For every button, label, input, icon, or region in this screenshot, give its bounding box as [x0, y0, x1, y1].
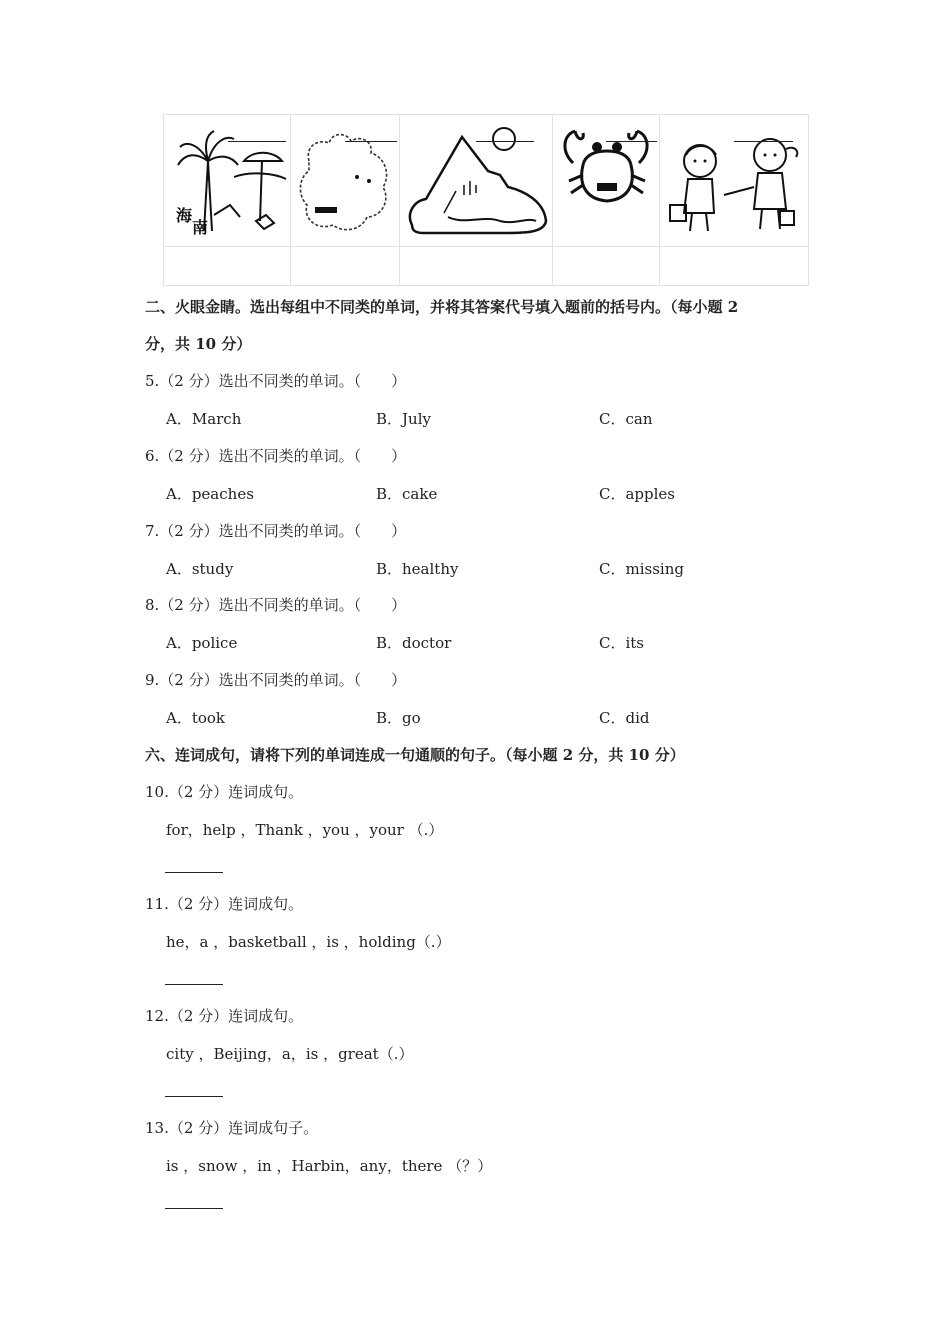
question-stem: 10.（2 分）连词成句。: [145, 783, 304, 801]
answer-row: [164, 246, 808, 286]
option-b[interactable]: B．cake: [376, 485, 438, 503]
option-c[interactable]: C．its: [599, 634, 645, 652]
answer-blank[interactable]: [165, 872, 223, 873]
answer-blank[interactable]: [345, 141, 397, 142]
section-heading: 六、连词成句，请将下列的单词连成一句通顺的句子。（每小题 2 分，共 10 分）: [145, 746, 685, 764]
section-heading-continued: 分，共 10 分）: [145, 335, 252, 353]
word-list: is ，snow ，in ，Harbin，any，there （？）: [166, 1157, 493, 1175]
question-stem: 11.（2 分）连词成句。: [145, 895, 304, 913]
answer-blank[interactable]: [606, 141, 657, 142]
option-a[interactable]: A．study: [166, 560, 234, 578]
question-stem: 8.（2 分）选出不同类的单词。（ ）: [145, 596, 407, 614]
question-stem: 12.（2 分）连词成句。: [145, 1007, 304, 1025]
svg-text:南: 南: [192, 218, 209, 237]
crab-illustration: [557, 121, 657, 239]
column-divider: [659, 115, 660, 285]
answer-blank[interactable]: [165, 1096, 223, 1097]
word-list: for，help ，Thank ，you ，your （.）: [166, 821, 444, 839]
column-divider: [399, 115, 400, 285]
question-stem: 13.（2 分）连词成句子。: [145, 1119, 319, 1137]
option-b[interactable]: B．doctor: [376, 634, 452, 652]
word-list: he，a ，basketball ，is ，holding（.）: [166, 933, 451, 951]
option-a[interactable]: A．peaches: [166, 485, 254, 503]
option-c[interactable]: C．apples: [599, 485, 675, 503]
column-divider: [552, 115, 553, 285]
option-c[interactable]: C．did: [599, 709, 650, 727]
question-stem: 6.（2 分）选出不同类的单词。（ ）: [145, 447, 407, 465]
mountain-sun-illustration: [404, 121, 550, 239]
option-c[interactable]: C．missing: [599, 560, 684, 578]
question-stem: 9.（2 分）选出不同类的单词。（ ）: [145, 671, 407, 689]
map-region-illustration: [295, 121, 397, 239]
answer-blank[interactable]: [734, 141, 793, 142]
option-a[interactable]: A．police: [166, 634, 238, 652]
svg-text:海: 海: [176, 206, 193, 225]
hainan-beach-illustration: [174, 121, 289, 239]
question-stem: 5.（2 分）选出不同类的单词。（ ）: [145, 372, 407, 390]
answer-blank[interactable]: [476, 141, 534, 142]
option-c[interactable]: C．can: [599, 410, 653, 428]
option-b[interactable]: B．go: [376, 709, 421, 727]
section-heading: 二、火眼金睛。选出每组中不同类的单词，并将其答案代号填入题前的括号内。（每小题 2: [145, 298, 739, 316]
answer-blank[interactable]: [165, 1208, 223, 1209]
column-divider: [290, 115, 291, 285]
option-a[interactable]: A．March: [166, 410, 242, 428]
answer-blank[interactable]: [228, 141, 286, 142]
answer-blank[interactable]: [165, 984, 223, 985]
picture-table: [163, 114, 809, 286]
question-stem: 7.（2 分）选出不同类的单词。（ ）: [145, 522, 407, 540]
option-a[interactable]: A．took: [166, 709, 226, 727]
word-list: city ，Beijing，a，is ，great（.）: [166, 1045, 414, 1063]
children-with-bags-illustration: [664, 121, 808, 239]
option-b[interactable]: B．healthy: [376, 560, 459, 578]
option-b[interactable]: B．July: [376, 410, 431, 428]
